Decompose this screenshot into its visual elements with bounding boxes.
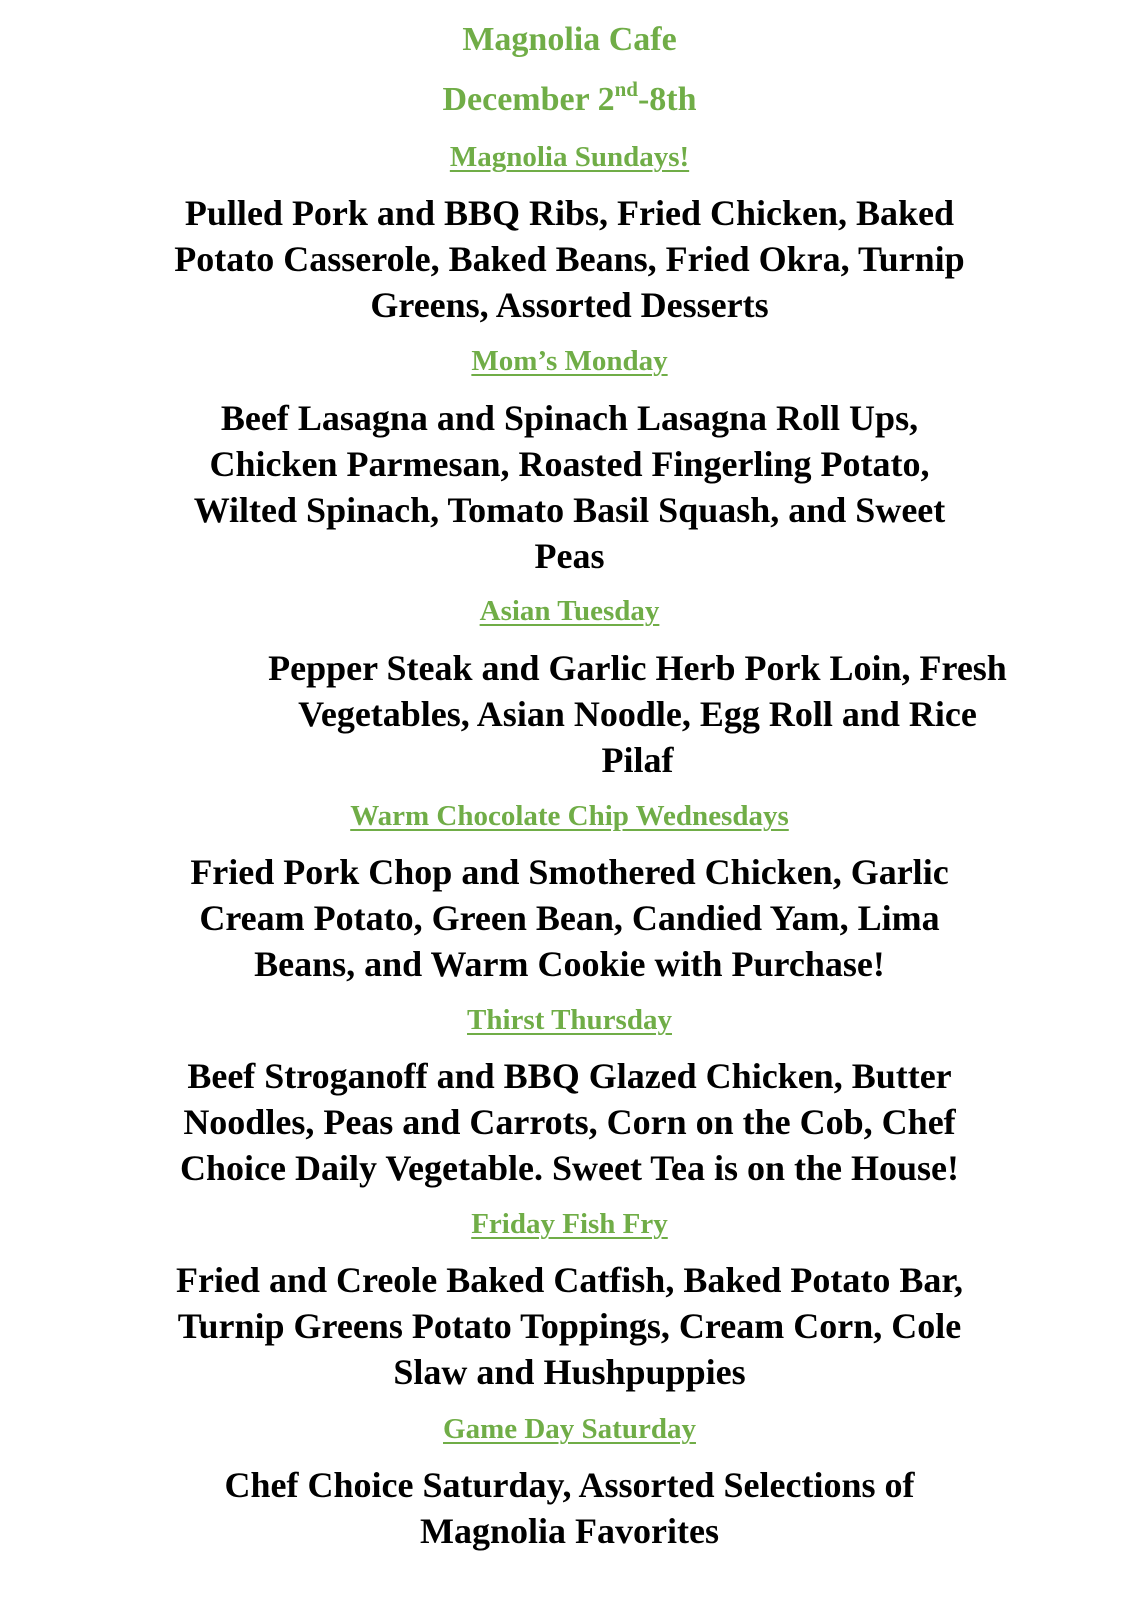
day-heading-friday: Friday Fish Fry [471,1208,668,1240]
menu-wednesday [0,849,1139,987]
menu-friday [0,1257,1139,1395]
menu-thursday [0,1053,1139,1191]
menu-line: Wilted Spinach, Tomato Basil Squash, and Sweet [193,490,946,530]
menu-line: Chicken Parmesan, Roasted Fingerling Potato, [209,444,930,484]
menu-line: Cream Potato, Green Bean, Candied Yam, Lima [199,898,940,938]
menu-monday [0,395,1139,579]
menu-tuesday [68,645,1139,783]
day-heading-sunday: Magnolia Sundays! [449,141,690,173]
menu-line: Fried and Creole Baked Catfish, Baked Potato Bar, [175,1260,964,1300]
menu-line: Magnolia Favorites [420,1511,719,1551]
menu-saturday [0,1462,1139,1554]
menu-line: Slaw and Hushpuppies [393,1352,746,1392]
menu-line: Pilaf [601,740,674,780]
menu-line: Fried Pork Chop and Smothered Chicken, Garlic [190,852,949,892]
menu-line: Potato Casserole, Baked Beans, Fried Okra, Turnip [174,239,965,279]
menu-line: Beans, and Warm Cookie with Purchase! [254,944,885,984]
date-range [0,77,1139,120]
menu-line: Greens, Assorted Desserts [370,285,769,325]
menu-line: Chef Choice Saturday, Assorted Selections of [224,1465,915,1505]
menu-line: Beef Stroganoff and BBQ Glazed Chicken, Butter [187,1056,952,1096]
day-heading-wednesday: Warm Chocolate Chip Wednesdays [350,800,789,832]
menu-line: Turnip Greens Potato Toppings, Cream Corn, Cole [177,1306,962,1346]
cafe-name: Magnolia Cafe [462,21,677,58]
menu-line: Noodles, Peas and Carrots, Corn on the Cob, Chef [183,1102,956,1142]
date-superscript: nd [614,77,638,101]
day-heading-saturday: Game Day Saturday [443,1413,696,1445]
menu-line: Vegetables, Asian Noodle, Egg Roll and Rice [298,694,977,734]
menu-line: Choice Daily Vegetable. Sweet Tea is on the House! [180,1148,959,1188]
day-heading-thursday: Thirst Thursday [467,1004,672,1036]
menu-line: Pepper Steak and Garlic Herb Pork Loin, Fresh [268,648,1007,688]
menu-line: Beef Lasagna and Spinach Lasagna Roll Ups, [220,398,919,438]
menu-line: Pulled Pork and BBQ Ribs, Fried Chicken, Baked [184,193,955,233]
day-heading-monday: Mom’s Monday [471,345,668,377]
menu-line: Peas [534,536,605,576]
menu-sunday [0,190,1139,328]
day-heading-tuesday: Asian Tuesday [479,595,660,627]
date-prefix: December 2 [442,81,615,118]
date-suffix: -8th [637,81,697,118]
